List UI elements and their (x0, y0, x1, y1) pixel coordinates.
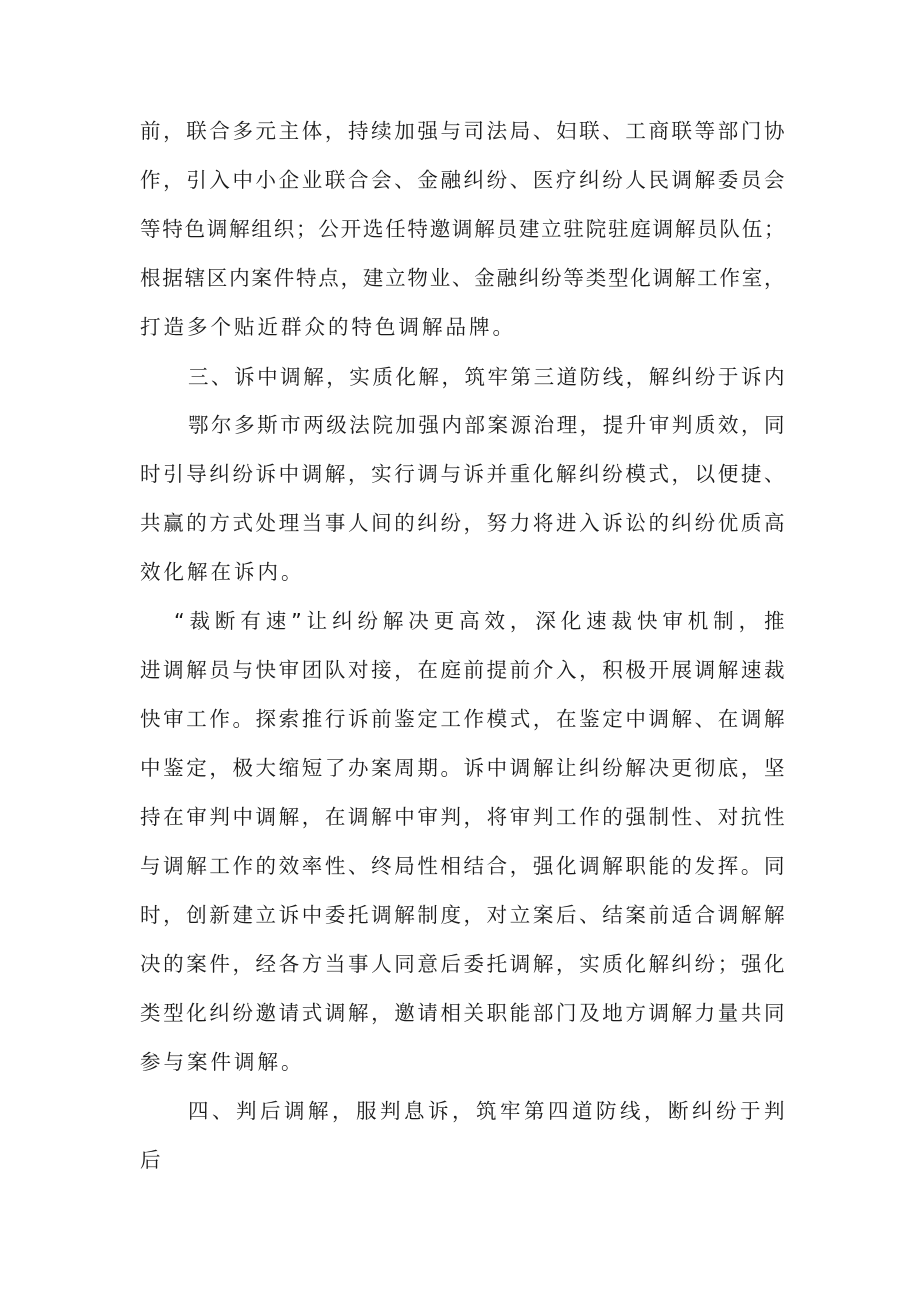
section-heading-continuation: 后 (140, 1148, 164, 1172)
paragraph-line: 根据辖区内案件特点，建立物业、金融纠纷等类型化调解工作室， (140, 266, 785, 290)
section-heading: 三、诉中调解，实质化解，筑牢第三道防线，解纠纷于诉内 (188, 365, 785, 389)
paragraph-line: 作，引入中小企业联合会、金融纠纷、医疗纠纷人民调解委员会 (140, 168, 785, 192)
paragraph-line: 时引导纠纷诉中调解，实行调与诉并重化解纠纷模式，以便捷、 (140, 462, 785, 486)
paragraph-line: 进调解员与快审团队对接，在庭前提前介入，积极开展调解速裁 (140, 658, 785, 682)
paragraph-line: 打造多个贴近群众的特色调解品牌。 (140, 315, 516, 339)
paragraph-line: 鄂尔多斯市两级法院加强内部案源治理，提升审判质效，同 (188, 413, 785, 437)
paragraph-line: 共赢的方式处理当事人间的纠纷，努力将进入诉讼的纠纷优质高 (140, 511, 785, 535)
paragraph-line: 等特色调解组织；公开选任特邀调解员建立驻院驻庭调解员队伍； (140, 217, 785, 241)
paragraph-line: 中鉴定，极大缩短了办案周期。诉中调解让纠纷解决更彻底，坚 (140, 756, 785, 780)
paragraph-line: 与调解工作的效率性、终局性相结合，强化调解职能的发挥。同 (140, 854, 785, 878)
paragraph-line: “裁断有速”让纠纷解决更高效，深化速裁快审机制，推 (174, 609, 785, 633)
paragraph-line: 快审工作。探索推行诉前鉴定工作模式，在鉴定中调解、在调解 (140, 707, 785, 731)
section-heading: 四、判后调解，服判息诉，筑牢第四道防线，断纠纷于判 (188, 1099, 785, 1123)
paragraph-line: 时，创新建立诉中委托调解制度，对立案后、结案前适合调解解 (140, 903, 785, 927)
paragraph-line: 参与案件调解。 (140, 1050, 305, 1074)
paragraph-line: 前，联合多元主体，持续加强与司法局、妇联、工商联等部门协 (140, 119, 785, 143)
paragraph-line: 持在审判中调解，在调解中审判，将审判工作的强制性、对抗性 (140, 805, 785, 829)
paragraph-line: 类型化纠纷邀请式调解，邀请相关职能部门及地方调解力量共同 (140, 1001, 785, 1025)
paragraph-line: 决的案件，经各方当事人同意后委托调解，实质化解纠纷；强化 (140, 952, 785, 976)
paragraph-line: 效化解在诉内。 (140, 560, 305, 584)
